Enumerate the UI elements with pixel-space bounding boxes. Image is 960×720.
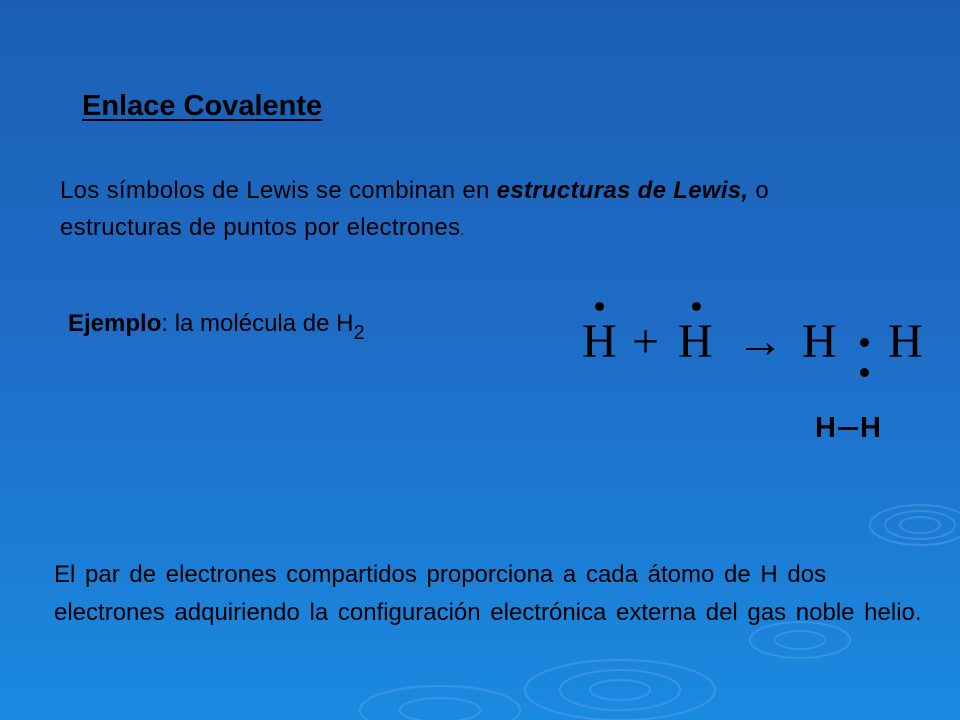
explanation-paragraph: El par de electrones compartidos proporciona a cada átomo de H dos electrones adquiriendo la configuración electrónica externa del gas noble helio. [54,561,922,626]
intro-text-1: Los símbolos de Lewis se combinan en [60,177,497,204]
example-bold: Ejemplo [68,310,162,337]
example-subscript: 2 [353,322,365,344]
bond-atom-right: H [859,412,881,444]
slide-title: Enlace Covalente [82,90,323,122]
hydrogen-atom-3: H [802,315,837,368]
hydrogen-atom-1: H [582,315,617,368]
lewis-equation [570,290,950,390]
structural-formula [815,412,881,445]
intro-period: . [460,222,465,238]
shared-electron-bottom [860,368,869,377]
shared-electron-top [860,338,869,347]
intro-bold-term: estructuras de Lewis, [496,177,749,204]
hydrogen-atom-2: H [678,315,713,368]
hydrogen-atom-4: H [888,315,923,368]
reaction-arrow: → [736,315,784,368]
electron-dot-1 [595,302,604,311]
intro-paragraph [60,172,880,249]
electron-dot-2 [692,302,701,311]
bond-atom-left: H [815,412,836,444]
single-bond-line [838,427,858,430]
intro-text-2: o estructuras de puntos por electrones [60,177,770,241]
example-text: : la molécula de H [161,310,354,337]
example-label [68,310,365,344]
plus-sign: + [632,315,660,368]
